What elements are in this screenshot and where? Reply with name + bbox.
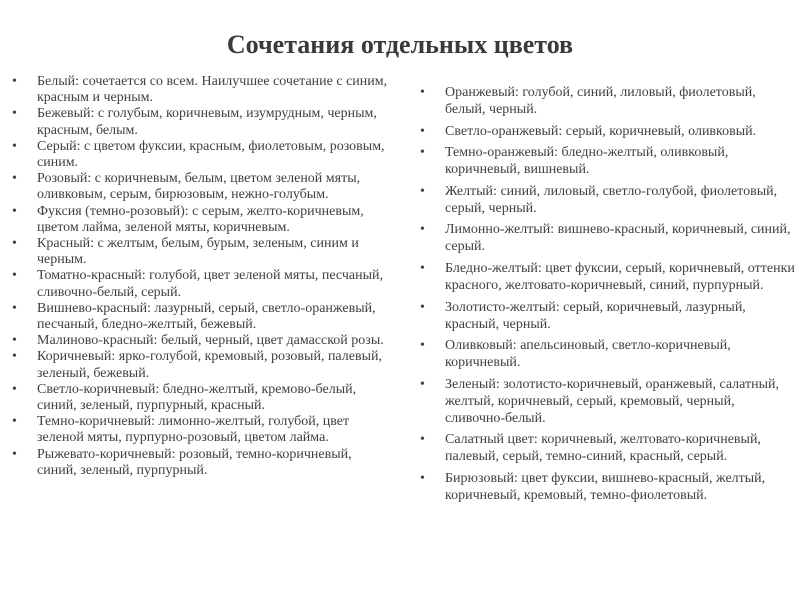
list-item xyxy=(420,299,795,333)
list-item-text: Золотисто-желтый: серый, коричневый, лазурный, красный, черный. xyxy=(445,299,746,332)
bullet-icon: • xyxy=(12,381,17,397)
list-item-text: Светло-коричневый: бледно-желтый, кремово-белый, синий, зеленый, пурпурный, красный. xyxy=(37,381,357,414)
list-item-text: Малиново-красный: белый, черный, цвет дамасской розы. xyxy=(37,333,384,349)
list-item xyxy=(12,333,389,349)
list-item-text: Желтый: синий, лиловый, светло-голубой, фиолетовый, серый, черный. xyxy=(445,183,778,216)
bullet-icon: • xyxy=(420,299,425,315)
list-item xyxy=(420,337,795,371)
bullet-icon: • xyxy=(420,183,425,199)
list-item xyxy=(12,381,389,414)
list-item-text: Рыжевато-коричневый: розовый, темно-коричневый, синий, зеленый, пурпурный. xyxy=(37,446,352,478)
list-item-text: Коричневый: ярко-голубой, кремовый, розовый, палевый, зеленый, бежевый. xyxy=(37,349,382,381)
list-item xyxy=(12,171,389,203)
list-item xyxy=(420,183,795,217)
list-item-text: Красный: с желтым, белым, бурым, зеленым, синим и черным. xyxy=(37,236,359,268)
list-item-text: Белый: сочетается со всем. Наилучшее сочетание с синим, красным и черным. xyxy=(37,74,388,106)
list-item xyxy=(12,74,389,106)
list-item xyxy=(420,260,795,294)
bullet-icon: • xyxy=(420,222,425,238)
list-item-text: Лимонно-желтый: вишнево-красный, коричневый, синий, серый. xyxy=(445,222,791,255)
list-item xyxy=(12,138,389,171)
list-item-text: Вишнево-красный: лазурный, серый, светло-оранжевый, песчаный, бледно-желтый, бежевый. xyxy=(37,300,376,333)
bullet-icon: • xyxy=(420,123,425,139)
bullet-icon: • xyxy=(12,333,17,349)
bullet-icon: • xyxy=(420,85,425,100)
list-item xyxy=(420,221,795,255)
list-item-text: Бледно-желтый: цвет фуксии, серый, коричневый, оттенки красного, желтовато-коричневый, синий, пурпурный. xyxy=(445,260,795,293)
list-item xyxy=(12,106,389,138)
bullet-icon: • xyxy=(12,349,17,365)
bullet-icon: • xyxy=(420,260,425,276)
list-item-text: Светло-оранжевый: серый, коричневый, оливковый. xyxy=(445,123,757,139)
list-item xyxy=(12,446,389,479)
list-item-text: Фуксия (темно-розовый): с серым, желто-коричневым, цветом лайма, зеленой мяты, коричневым. xyxy=(37,203,364,235)
bullet-icon: • xyxy=(12,446,17,462)
list-item-text: Бежевый: с голубым, коричневым, изумрудным, черным, красным, белым. xyxy=(37,106,377,138)
list-item xyxy=(12,268,389,300)
list-item-text: Оранжевый: голубой, синий, лиловый, фиолетовый, белый, черный. xyxy=(445,85,756,117)
slide-title: Сочетания отдельных цветов xyxy=(226,30,574,59)
list-item-text: Салатный цвет: коричневый, желтовато-коричневый, палевый, серый, темно-синий, красный, серый. xyxy=(445,432,761,465)
list-item-text: Темно-коричневый: лимонно-желтый, голубой, цвет зеленой мяты, пурпурно-розовый, цветом лайма. xyxy=(37,414,350,446)
list-item-text: Темно-оранжевый: бледно-желтый, оливковый, коричневый, вишневый. xyxy=(445,145,729,178)
list-item-text: Оливковый: апельсиновый, светло-коричневый, коричневый. xyxy=(445,338,731,371)
list-item xyxy=(420,470,795,504)
list-item xyxy=(420,431,795,465)
bullet-icon: • xyxy=(420,376,425,392)
list-item xyxy=(12,203,389,236)
list-item-text: Серый: с цветом фуксии, красным, фиолетовым, розовым, синим. xyxy=(37,138,385,171)
bullet-icon: • xyxy=(12,236,17,252)
bullet-icon: • xyxy=(420,432,425,448)
bullet-icon: • xyxy=(12,106,17,122)
list-item xyxy=(420,144,795,178)
list-item xyxy=(420,376,795,427)
list-item-text: Зеленый: золотисто-коричневый, оранжевый, салатный, желтый, коричневый, серый, кремовый, черный, сливочно-белый. xyxy=(445,376,780,426)
list-item-text: Бирюзовый: цвет фуксии, вишнево-красный, желтый, коричневый, кремовый, темно-фиолетовый. xyxy=(445,470,766,503)
list-item xyxy=(12,236,389,268)
list-item xyxy=(12,414,389,446)
bullet-icon: • xyxy=(12,171,17,187)
bullet-icon: • xyxy=(12,74,17,89)
list-item xyxy=(12,349,389,381)
list-item-text: Розовый: с коричневым, белым, цветом зеленой мяты, оливковым, серым, бирюзовым, нежно-голубым. xyxy=(37,171,361,203)
bullet-icon: • xyxy=(12,300,17,316)
bullet-icon: • xyxy=(420,145,425,161)
bullet-icon: • xyxy=(420,470,425,486)
bullet-icon: • xyxy=(12,414,17,430)
list-item xyxy=(420,123,795,140)
bullet-icon: • xyxy=(420,338,425,354)
list-item-text: Томатно-красный: голубой, цвет зеленой мяты, песчаный, сливочно-белый, серый. xyxy=(37,268,383,300)
left-bullet-list xyxy=(12,74,389,479)
bullet-icon: • xyxy=(12,203,17,219)
bullet-icon: • xyxy=(12,138,17,154)
bullet-icon: • xyxy=(12,268,17,284)
list-item xyxy=(12,300,389,333)
right-bullet-list xyxy=(420,84,795,509)
list-item xyxy=(420,84,795,118)
